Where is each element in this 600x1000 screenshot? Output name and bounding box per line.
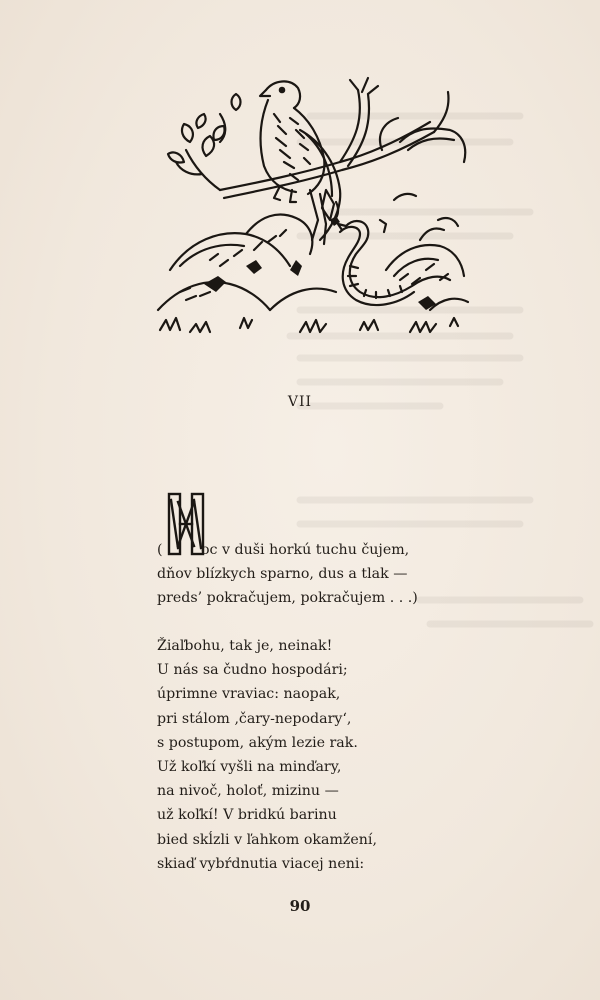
- eagle-and-snake-woodcut-icon: [150, 70, 470, 342]
- poem-line: už koľkí! V bridkú barinu: [157, 807, 337, 824]
- poem-line: úprimne vraviac: naopak,: [157, 686, 341, 703]
- poem-line: skiaď vybŕdnutia viacej neni:: [157, 855, 365, 872]
- poem-line: na nivoč, holoť, mizinu —: [157, 783, 339, 800]
- poem-line: Žiaľbohu, tak je, neinak!: [157, 638, 333, 654]
- opening-parenthesis: (: [157, 542, 163, 558]
- page-number: 90: [289, 897, 311, 915]
- poem-line: dňov blízkych sparno, dus a tlak —: [157, 566, 408, 583]
- poem-line: pri stálom ‚čary-nepodary‘,: [157, 710, 352, 727]
- poem-line: preds’ pokračujem, pokračujem . . .): [157, 590, 418, 607]
- poem-line: s postupom, akým lezie rak.: [157, 734, 358, 751]
- poem-line: [157, 538, 418, 562]
- poem-line: Už koľkí vyšli na minďary,: [157, 758, 342, 775]
- chapter-number: VII: [287, 394, 313, 410]
- poem-line: U nás sa čudno hospodári;: [157, 662, 348, 679]
- stanza-2: [157, 634, 377, 876]
- poem-line: bied skĺzli v ľahkom okamžení,: [157, 831, 377, 848]
- stanza-1: [157, 538, 418, 611]
- first-line-text: oc v duši horkú tuchu čujem,: [201, 542, 410, 558]
